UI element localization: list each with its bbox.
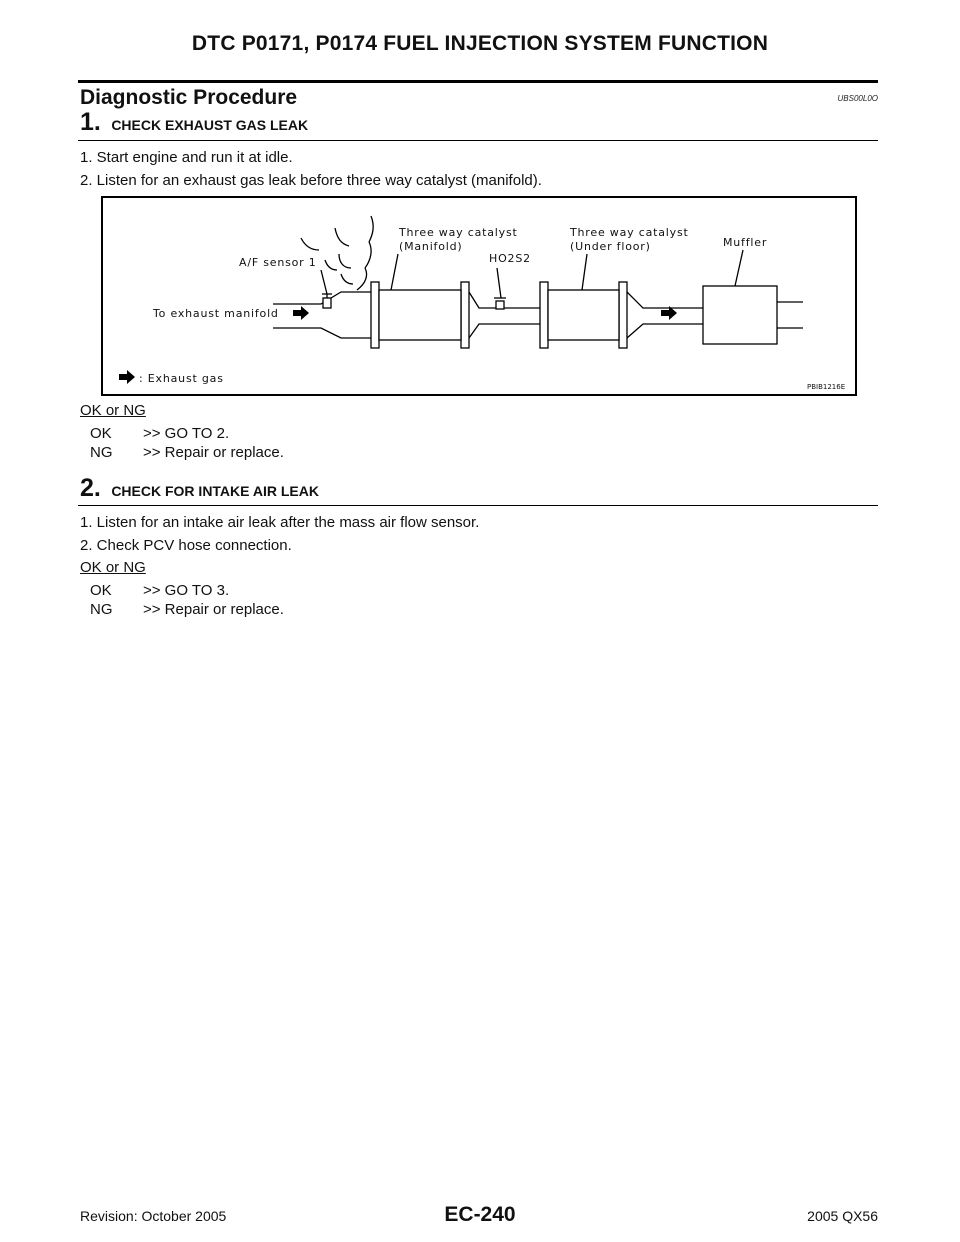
exhaust-system-diagram bbox=[101, 196, 857, 396]
label-twc-manifold-2: (Manifold) bbox=[399, 240, 463, 253]
step-1-result-ng-action: >> Repair or replace. bbox=[143, 444, 284, 461]
step-1-rule bbox=[78, 140, 878, 141]
step-2-result-ok-action: >> GO TO 3. bbox=[143, 582, 230, 599]
step-1-item-2: 2. Listen for an exhaust gas leak before three way catalyst (manifold). bbox=[80, 172, 542, 189]
step-2-heading bbox=[80, 474, 319, 503]
section-code: UBS00L0O bbox=[837, 94, 878, 103]
step-1-result-ok-code: OK bbox=[90, 425, 112, 442]
step-2-title: CHECK FOR INTAKE AIR LEAK bbox=[111, 483, 319, 499]
step-2-result-ng-action: >> Repair or replace. bbox=[143, 601, 284, 618]
figure-code: PBIB1216E bbox=[807, 383, 846, 391]
step-2-rule bbox=[78, 505, 878, 506]
step-1-heading bbox=[80, 108, 308, 137]
step-2-number: 2. bbox=[80, 474, 101, 502]
page-header-title: DTC P0171, P0174 FUEL INJECTION SYSTEM FUNCTION bbox=[191, 32, 769, 55]
step-1-result-ng-code: NG bbox=[90, 444, 113, 461]
step-1-number: 1. bbox=[80, 108, 101, 136]
section-title: Diagnostic Procedure bbox=[80, 86, 298, 109]
footer-revision: Revision: October 2005 bbox=[80, 1208, 227, 1224]
label-muffler: Muffler bbox=[723, 236, 768, 249]
step-2-ok-ng-heading: OK or NG bbox=[80, 559, 146, 576]
label-twc-under-1: Three way catalyst bbox=[570, 226, 689, 239]
step-1-ok-ng-heading: OK or NG bbox=[80, 402, 146, 419]
step-1-result-ok-action: >> GO TO 2. bbox=[143, 425, 230, 442]
label-twc-manifold-1: Three way catalyst bbox=[399, 226, 518, 239]
label-legend-exhaust-gas: : Exhaust gas bbox=[139, 372, 224, 385]
label-ho2s2: HO2S2 bbox=[489, 252, 531, 265]
footer-model: 2005 QX56 bbox=[807, 1208, 878, 1224]
label-af-sensor: A/F sensor 1 bbox=[239, 256, 317, 269]
step-2-result-ng-code: NG bbox=[90, 601, 113, 618]
step-1-title: CHECK EXHAUST GAS LEAK bbox=[111, 117, 309, 133]
step-1-item-1: 1. Start engine and run it at idle. bbox=[80, 149, 293, 166]
step-2-item-2: 2. Check PCV hose connection. bbox=[80, 537, 292, 554]
footer-page-number: EC-240 bbox=[444, 1203, 516, 1226]
step-2-item-1: 1. Listen for an intake air leak after the mass air flow sensor. bbox=[80, 514, 480, 531]
header-rule bbox=[78, 80, 878, 83]
label-twc-under-2: (Under floor) bbox=[570, 240, 651, 253]
label-to-manifold: To exhaust manifold bbox=[153, 307, 279, 320]
step-2-result-ok-code: OK bbox=[90, 582, 112, 599]
